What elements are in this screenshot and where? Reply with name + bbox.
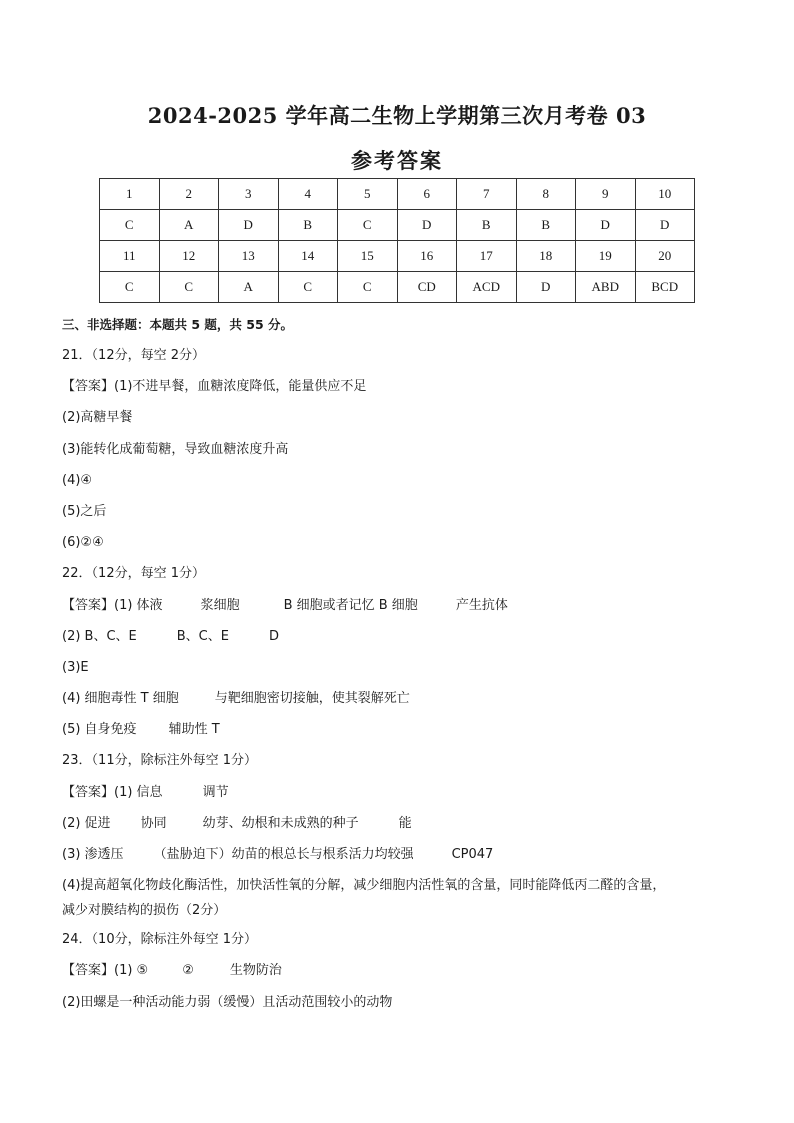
answer-cell: D: [576, 210, 636, 241]
answer-cell: ABD: [576, 272, 636, 303]
answer-text: 浆细胞: [200, 597, 240, 613]
answer-cell: A: [159, 210, 219, 241]
question-number-cell: 20: [635, 241, 695, 272]
question-number-cell: 7: [457, 179, 517, 210]
question-number-cell: 17: [457, 241, 517, 272]
question-number-row: [100, 241, 695, 272]
answer-text: (2) 促进: [62, 815, 111, 831]
answer-cell: D: [516, 272, 576, 303]
answer-text: 【答案】(1)不进早餐，血糖浓度降低，能量供应不足: [62, 379, 367, 395]
answer-lines: [62, 340, 742, 1018]
answer-text: 24．（10分，除标注外每空 1分）: [62, 932, 257, 948]
answer-cell: D: [219, 210, 279, 241]
answer-cell: ACD: [457, 272, 517, 303]
answer-row: [100, 210, 695, 241]
answer-text: 【答案】(1) 信息: [62, 784, 163, 800]
answer-text: (4)④: [62, 472, 93, 488]
answer-text: 幼芽、幼根和未成熟的种子: [202, 815, 359, 831]
answer-text: CP047: [451, 847, 494, 862]
answer-line: [62, 874, 742, 897]
answer-text: B 细胞或者记忆 B 细胞: [283, 597, 418, 613]
answer-line: [62, 987, 742, 1018]
answer-line: [62, 808, 742, 839]
answer-text: (5)之后: [62, 503, 107, 519]
answer-line: [62, 558, 742, 589]
question-number-cell: 19: [576, 241, 636, 272]
answer-line: [62, 434, 742, 465]
answer-line: [62, 714, 742, 745]
answer-cell: B: [516, 210, 576, 241]
question-number-cell: 8: [516, 179, 576, 210]
answer-text: 生物防治: [229, 963, 282, 979]
answer-text: (2)田螺是一种活动能力弱（缓慢）且活动范围较小的动物: [62, 994, 393, 1010]
answer-cell: D: [397, 210, 457, 241]
answer-text: 减少对膜结构的损伤（2分）: [62, 903, 227, 919]
answer-line: [62, 955, 742, 986]
answer-cell: C: [338, 272, 398, 303]
question-number-cell: 2: [159, 179, 219, 210]
question-number-row: [100, 179, 695, 210]
answer-text: (4) 细胞毒性 T 细胞: [62, 691, 179, 707]
answer-line: [62, 371, 742, 402]
answer-line: [62, 839, 742, 870]
answer-text: ②: [182, 963, 194, 979]
answer-cell: BCD: [635, 272, 695, 303]
question-number-cell: 5: [338, 179, 398, 210]
answer-cell: B: [278, 210, 338, 241]
question-number-cell: 11: [100, 241, 160, 272]
answer-text: (3)E: [62, 659, 89, 675]
question-number-cell: 18: [516, 241, 576, 272]
answer-text: (2) B、C、E: [62, 628, 137, 644]
answer-line: [62, 621, 742, 652]
answer-line: [62, 745, 742, 776]
question-number-cell: 15: [338, 241, 398, 272]
answer-text: 【答案】(1) ⑤: [62, 963, 149, 979]
answer-text: 与靶细胞密切接触，使其裂解死亡: [214, 691, 410, 707]
answer-text: 调节: [202, 784, 229, 800]
question-number-cell: 14: [278, 241, 338, 272]
answer-text: 22．（12分，每空 1分）: [62, 566, 205, 582]
page-subtitle: 参考答案: [351, 148, 443, 173]
question-number-cell: 1: [100, 179, 160, 210]
question-number-cell: 3: [219, 179, 279, 210]
answer-text: 产生抗体: [455, 597, 508, 613]
answer-cell: B: [457, 210, 517, 241]
answer-text: 能: [398, 815, 412, 831]
question-number-cell: 4: [278, 179, 338, 210]
question-number-cell: 9: [576, 179, 636, 210]
answer-text: 辅助性 T: [168, 722, 220, 738]
answer-text: (5) 自身免疫: [62, 722, 137, 738]
answer-text: (6)②④: [62, 535, 104, 551]
answer-cell: C: [278, 272, 338, 303]
question-number-cell: 16: [397, 241, 457, 272]
answer-line: [62, 527, 742, 558]
answer-text: B、C、E: [176, 628, 229, 644]
answer-cell: C: [159, 272, 219, 303]
answer-line: [62, 496, 742, 527]
question-number-cell: 6: [397, 179, 457, 210]
answer-table: [99, 178, 695, 303]
answer-row: [100, 272, 695, 303]
answer-text: (4)提高超氧化物歧化酶活性，加快活性氧的分解，减少细胞内活性氧的含量，同时能降低丙二醛的含量，: [62, 878, 666, 894]
answer-text: D: [268, 628, 279, 644]
answer-text: (3)能转化成葡萄糖，导致血糖浓度升高: [62, 441, 289, 457]
question-number-cell: 12: [159, 241, 219, 272]
answer-line: [62, 683, 742, 714]
answer-cell: CD: [397, 272, 457, 303]
answer-line: [62, 402, 742, 433]
answer-text: 23．（11分，除标注外每空 1分）: [62, 753, 257, 769]
answer-text: 21．（12分，每空 2分）: [62, 348, 205, 363]
question-number-cell: 13: [219, 241, 279, 272]
answer-text: (2)高糖早餐: [62, 410, 133, 426]
answer-text: 协同: [140, 815, 167, 831]
answer-line: [62, 897, 742, 924]
answer-cell: C: [338, 210, 398, 241]
answer-line: [62, 924, 742, 955]
answer-cell: A: [219, 272, 279, 303]
answer-text: (3) 渗透压: [62, 847, 124, 862]
answer-line: [62, 465, 742, 496]
answer-text: （盐胁迫下）幼苗的根总长与根系活力均较强: [153, 847, 414, 862]
question-number-cell: 10: [635, 179, 695, 210]
answer-line: [62, 652, 742, 683]
answer-cell: D: [635, 210, 695, 241]
answer-line: [62, 590, 742, 621]
answer-line: [62, 777, 742, 808]
answer-cell: C: [100, 210, 160, 241]
answer-text: 【答案】(1) 体液: [62, 597, 163, 613]
answer-line: [62, 340, 742, 371]
answer-cell: C: [100, 272, 160, 303]
page-title: 2024-2025 学年高二生物上学期第三次月考卷 03: [147, 103, 647, 128]
section-heading: 三、非选择题：本题共 5 题，共 55 分。: [62, 317, 294, 332]
